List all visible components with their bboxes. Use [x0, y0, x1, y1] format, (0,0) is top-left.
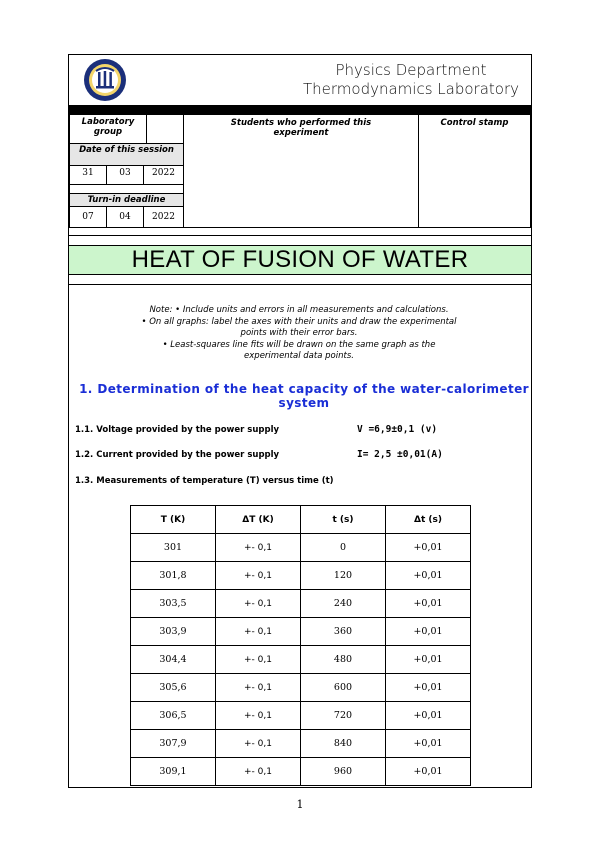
deadline-label: Turn-in deadline: [87, 195, 166, 205]
table-cell: 301,8: [131, 562, 216, 590]
session-date-label-cell: [69, 143, 184, 166]
deadline-label-cell: [69, 193, 184, 207]
table-cell: +0,01: [386, 674, 471, 702]
current-label: 1.2. Current provided by the power supply: [75, 450, 280, 460]
table-cell: 960: [301, 758, 386, 786]
measurements-table: [130, 505, 471, 786]
table-cell: 309,1: [131, 758, 216, 786]
voltage-label: 1.1. Voltage provided by the power supply: [75, 425, 280, 435]
session-day: 31: [69, 165, 107, 185]
table-cell: +- 0,1: [216, 646, 301, 674]
table-row: [131, 730, 471, 758]
session-date-label: Date of this session: [79, 145, 174, 155]
table-header-row: [131, 506, 471, 534]
table-row: [131, 674, 471, 702]
lab-group-label-cell: [69, 114, 147, 144]
table-row: [131, 534, 471, 562]
table-cell: 600: [301, 674, 386, 702]
section-heading: [79, 382, 529, 410]
table-cell: 301: [131, 534, 216, 562]
table-cell: 480: [301, 646, 386, 674]
control-stamp-cell: [418, 114, 531, 228]
control-stamp-label: Control stamp: [440, 118, 509, 128]
table-cell: +0,01: [386, 730, 471, 758]
department-heading: [303, 61, 519, 99]
table-cell: 720: [301, 702, 386, 730]
table-cell: +- 0,1: [216, 674, 301, 702]
table-cell: +- 0,1: [216, 562, 301, 590]
table-cell: 840: [301, 730, 386, 758]
table-cell: +0,01: [386, 646, 471, 674]
table-cell: 240: [301, 590, 386, 618]
column-header: t (s): [301, 506, 386, 534]
table-cell: 303,9: [131, 618, 216, 646]
session-year: 2022: [143, 165, 184, 185]
deadline-year: 2022: [143, 206, 184, 228]
table-cell: +0,01: [386, 618, 471, 646]
column-header: ΔT (K): [216, 506, 301, 534]
table-row: [131, 590, 471, 618]
table-cell: +- 0,1: [216, 758, 301, 786]
table-cell: 306,5: [131, 702, 216, 730]
divider-line: [69, 235, 531, 236]
divider-line: [69, 227, 531, 228]
section-heading-line1: 1. Determination of the heat capacity of the water-calorimeter: [79, 382, 529, 396]
laboratory-name: Thermodynamics Laboratory: [302, 80, 519, 98]
document-frame: [68, 54, 532, 788]
table-row: [131, 702, 471, 730]
table-row: [131, 646, 471, 674]
table-cell: +- 0,1: [216, 702, 301, 730]
table-cell: +- 0,1: [216, 590, 301, 618]
lab-group-value-cell[interactable]: [146, 114, 184, 144]
table-cell: 307,9: [131, 730, 216, 758]
table-row: [131, 562, 471, 590]
table-cell: +- 0,1: [216, 618, 301, 646]
table-cell: +- 0,1: [216, 534, 301, 562]
measurements-label: 1.3. Measurements of temperature (T) versus time (t): [75, 476, 334, 486]
table-cell: +- 0,1: [216, 730, 301, 758]
letterhead: [69, 55, 531, 105]
university-seal-icon: [83, 58, 127, 102]
page-number: 1: [296, 798, 304, 811]
table-row: [131, 618, 471, 646]
session-month: 03: [106, 165, 144, 185]
note-line: experimental data points.: [244, 351, 354, 361]
lab-group-label: Laboratory group: [81, 117, 135, 137]
deadline-day: 07: [69, 206, 107, 228]
department-name: Physics Department: [335, 61, 487, 79]
table-cell: 0: [301, 534, 386, 562]
section-heading-line2: system: [278, 396, 330, 410]
deadline-month: 04: [106, 206, 144, 228]
document-title: HEAT OF FUSION OF WATER: [131, 246, 469, 273]
column-header: T (K): [131, 506, 216, 534]
column-header: Δt (s): [386, 506, 471, 534]
table-cell: +0,01: [386, 590, 471, 618]
note-line: points with their error bars.: [240, 328, 358, 338]
table-cell: +0,01: [386, 702, 471, 730]
table-cell: +0,01: [386, 562, 471, 590]
table-cell: 120: [301, 562, 386, 590]
divider-line: [69, 284, 531, 285]
notes-block: [89, 305, 509, 363]
title-banner: [69, 245, 531, 275]
students-cell[interactable]: [183, 114, 419, 228]
table-cell: +0,01: [386, 534, 471, 562]
table-cell: 304,4: [131, 646, 216, 674]
current-value: I= 2,5 ±0,01(A): [357, 449, 443, 460]
table-cell: 305,6: [131, 674, 216, 702]
table-cell: 360: [301, 618, 386, 646]
voltage-value: V =6,9±0,1 (v): [357, 424, 438, 435]
note-line: • Least-squares line fits will be drawn on the same graph as the: [162, 339, 436, 350]
students-label: Students who performed this experiment: [230, 118, 372, 138]
table-cell: 303,5: [131, 590, 216, 618]
table-row: [131, 758, 471, 786]
table-cell: +0,01: [386, 758, 471, 786]
note-line: • On all graphs: label the axes with their units and draw the experimental: [141, 316, 457, 327]
header-divider-bar: [69, 105, 531, 114]
note-line: Note: • Include units and errors in all measurements and calculations.: [149, 305, 449, 315]
